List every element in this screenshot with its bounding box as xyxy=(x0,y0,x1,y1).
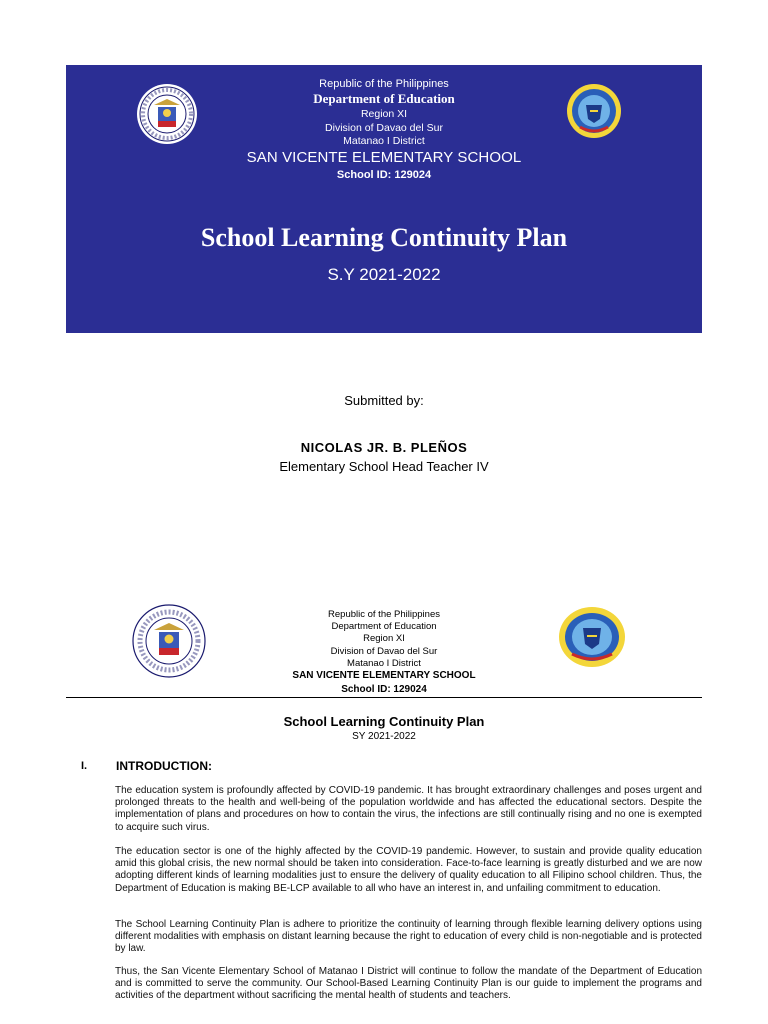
section-number: I. xyxy=(81,760,88,772)
submitted-by-label: Submitted by: xyxy=(344,393,424,408)
page2-school-name: SAN VICENTE ELEMENTARY SCHOOL xyxy=(292,670,476,681)
submitter-name: NICOLAS JR. B. PLEÑOS xyxy=(300,440,468,455)
page2-region: Region XI xyxy=(363,633,405,644)
submitter-position: Elementary School Head Teacher IV xyxy=(279,459,489,474)
cover-title: School Learning Continuity Plan xyxy=(200,223,568,252)
cover-school-year: S.Y 2021-2022 xyxy=(327,265,441,284)
cover-republic: Republic of the Philippines xyxy=(319,78,449,90)
cover-department: Department of Education xyxy=(313,91,455,106)
cover-division: Division of Davao del Sur xyxy=(325,122,443,134)
page2-district: Matanao I District xyxy=(347,658,421,669)
page2-department: Department of Education xyxy=(331,621,437,632)
intro-paragraph: The education system is profoundly affected by COVID-19 pandemic. It has brought extraordinary challenges and poses urgent and prolonged threats to the health and well-being of the population worldwide and has affected the educational sectors. Despite the implementation of plans and procedures on how to contain the virus, the infections are still continually rising and no one is exempted to acquire such virus. xyxy=(115,785,702,833)
cover-region: Region XI xyxy=(360,108,408,120)
cover-district: Matanao I District xyxy=(343,135,425,147)
header-divider xyxy=(66,697,702,698)
cover-school-id: School ID: 129024 xyxy=(336,169,432,181)
page2-school-year: SY 2021-2022 xyxy=(352,731,416,742)
page2-school-id: School ID: 129024 xyxy=(341,684,427,695)
section-title: INTRODUCTION: xyxy=(116,759,212,773)
cover-banner xyxy=(66,65,702,333)
intro-paragraph: Thus, the San Vicente Elementary School of Matanao I District will continue to follow the mandate of the Department of Education and is committed to serve the community. Our School-Based Learning Continuity Plan is our guide to implement the programs and activities of the department without sacrificing the mental health of students and teachers. xyxy=(115,966,702,1002)
cover-school-name: SAN VICENTE ELEMENTARY SCHOOL xyxy=(246,149,522,166)
intro-paragraph: The School Learning Continuity Plan is adhere to prioritize the continuity of learning through flexible learning delivery options using different modalities with emphasis on distant learning because the right to education of every child is non-negotiable and is protected by law. xyxy=(115,919,702,955)
page2-title: School Learning Continuity Plan xyxy=(283,714,485,729)
intro-paragraph: The education sector is one of the highly affected by the COVID-19 pandemic. However, to sustain and provide quality education amid this global crisis, the new normal should be taken into consideration. Face-to-face learning is greatly disturbed and we are now adopting different kinds of learning modalities just to ensure the delivery of quality education to all Filipino school children. Thus, the Department of Education is making BE-LCP available to all who have an interest in, and unfailing commitment to education. xyxy=(115,846,702,894)
page2-republic: Republic of the Philippines xyxy=(328,609,440,620)
page2-division: Division of Davao del Sur xyxy=(330,646,438,657)
